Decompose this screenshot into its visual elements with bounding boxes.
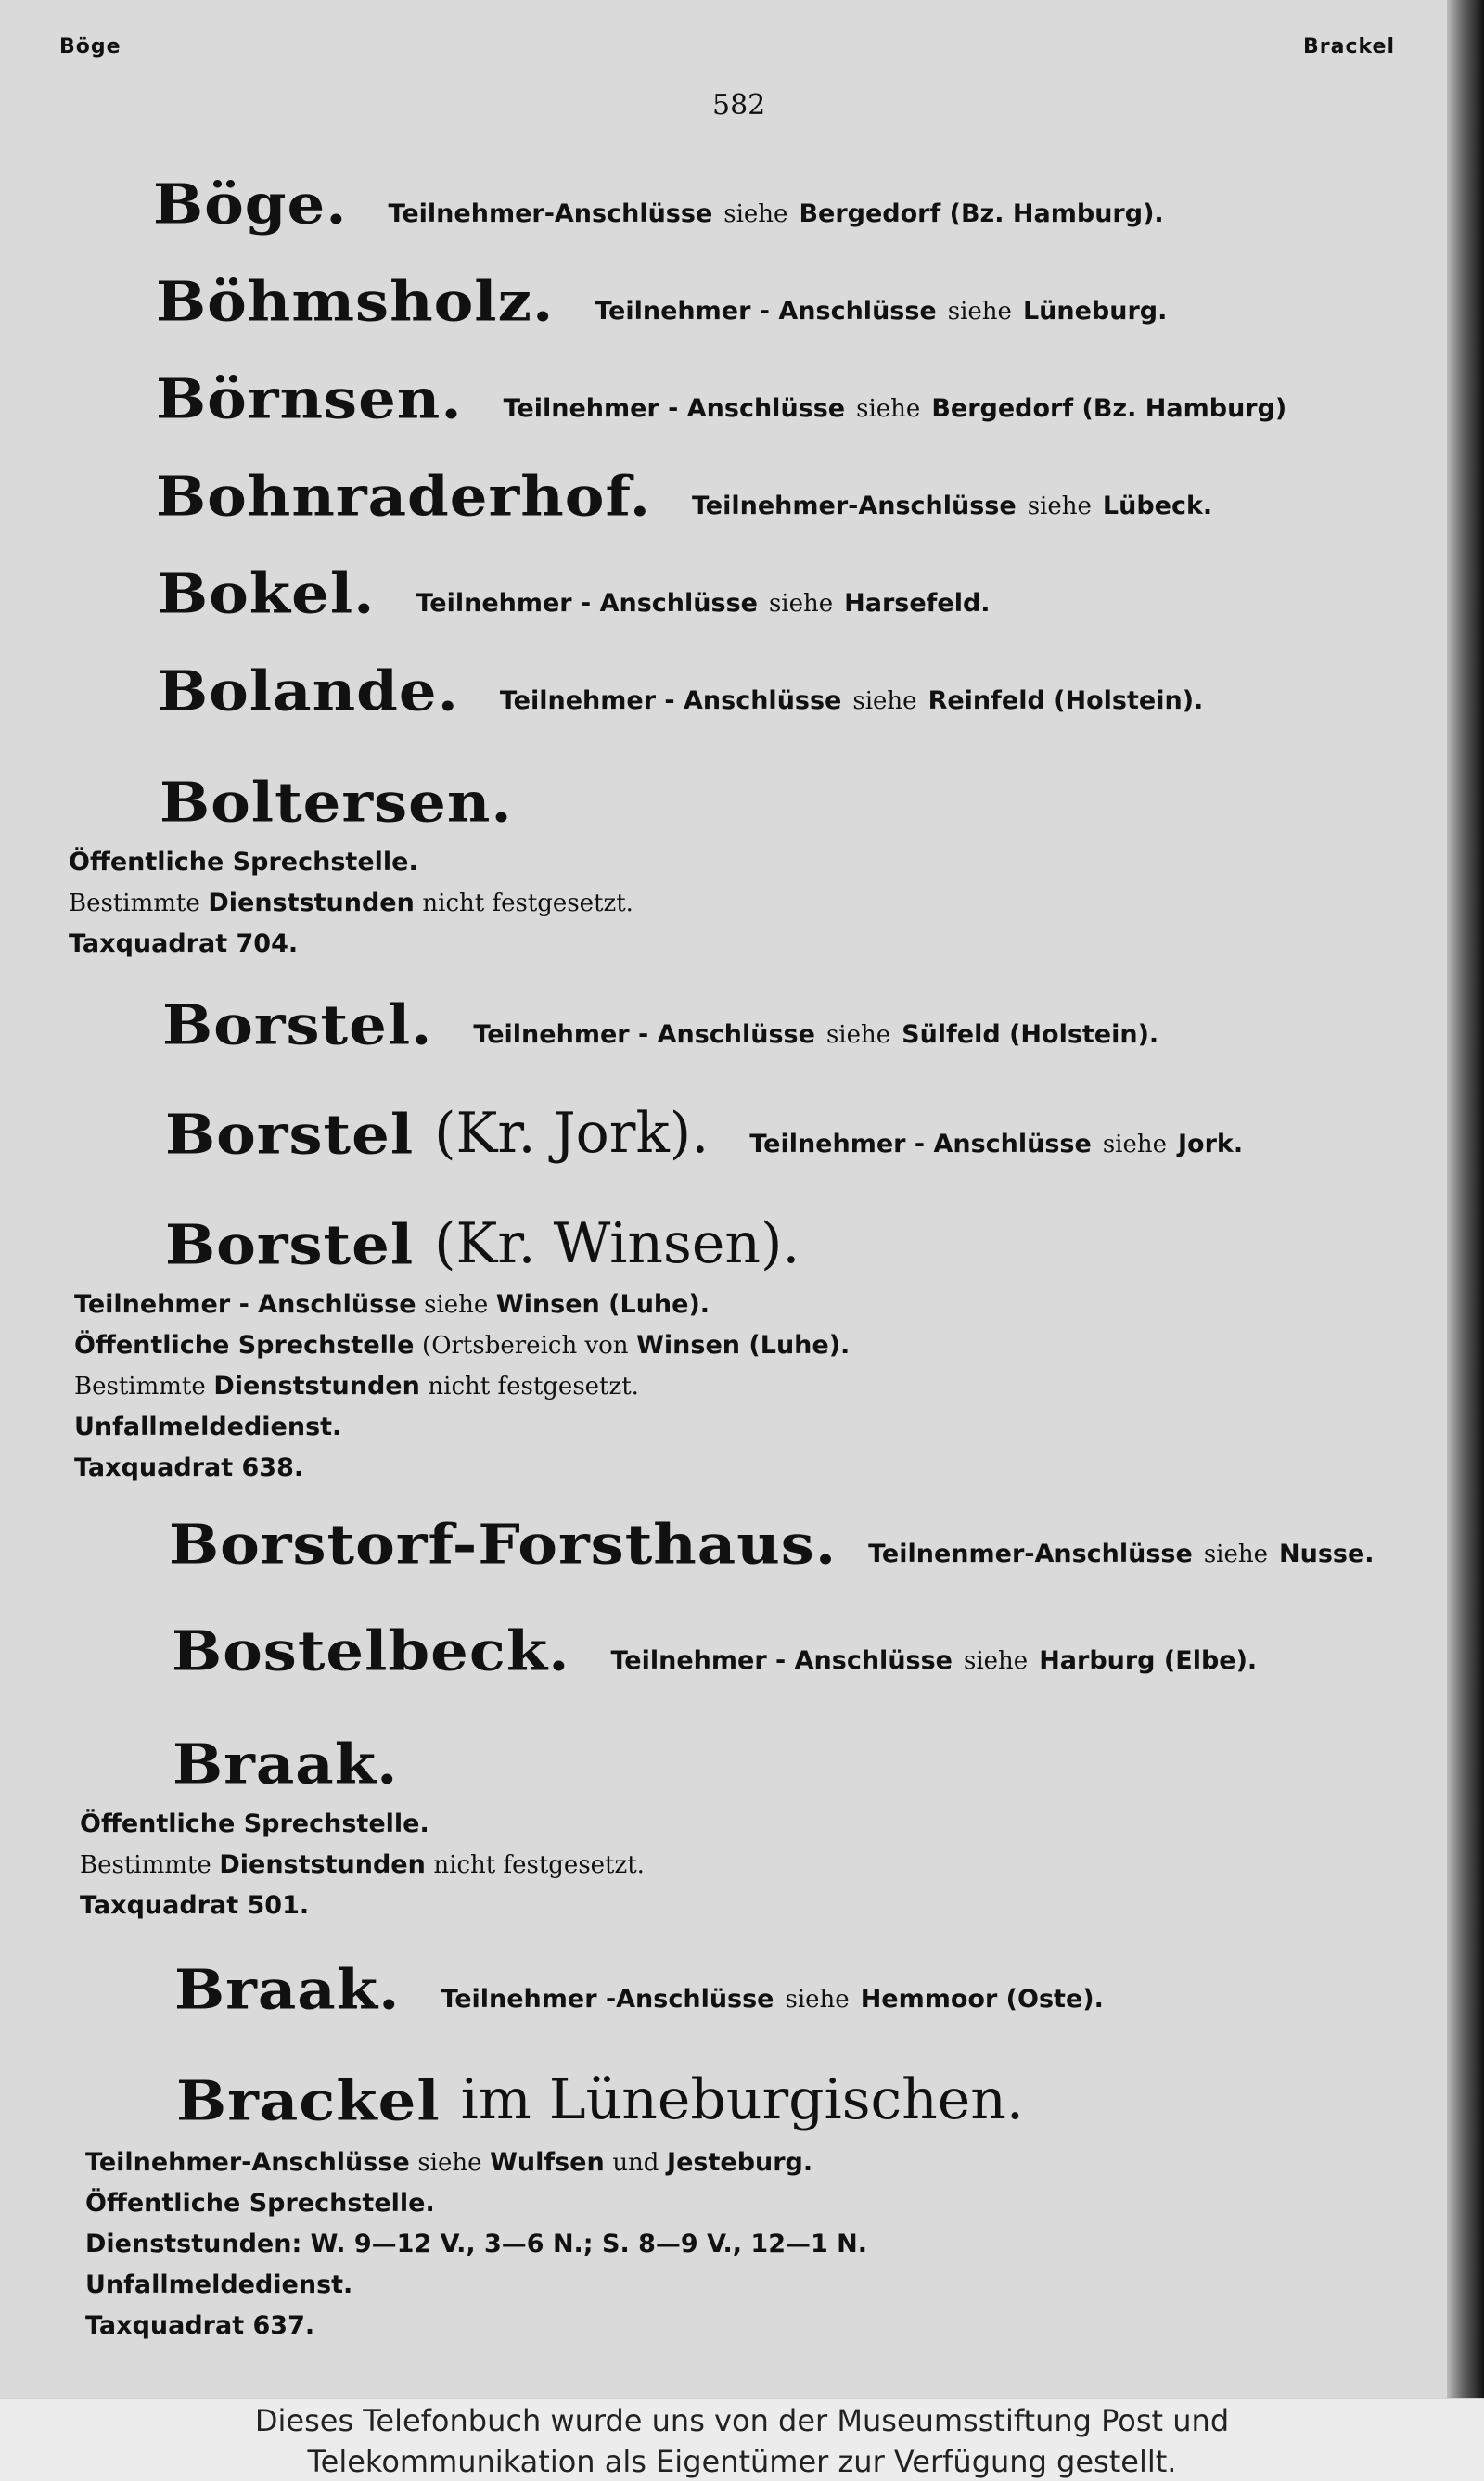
detail-line: Öffentliche Sprechstelle. (69, 848, 418, 876)
entry-bolande (158, 654, 1484, 723)
reference-label: Teilnehmer-Anschlüsse (388, 199, 713, 228)
siehe-word: siehe (785, 1986, 850, 2014)
entry-borstel-jork (165, 1097, 1484, 1167)
place-name: Brackel (176, 2069, 441, 2133)
detail-line: Taxquadrat 501. (80, 1891, 310, 1920)
place-name: Bohnraderhof. (156, 465, 651, 529)
entry-boernsen (156, 362, 1484, 431)
entry-boehmsholz (156, 264, 1484, 334)
place-name: Böhmsholz. (156, 270, 555, 334)
entry-brackel-details (85, 2142, 1484, 2347)
reference-label: Teilnehmer-Anschlüsse (691, 492, 1017, 520)
entry-boltersen-details (69, 842, 1484, 965)
reference-target: Harburg (Elbe). (1039, 1646, 1258, 1675)
place-name: Braak. (173, 1733, 399, 1797)
place-name: Braak. (174, 1958, 401, 2022)
place-name: Borstorf-Forsthaus. (169, 1513, 838, 1577)
footer-line: Dieses Telefonbuch wurde uns von der Museumsstiftung Post und (254, 2403, 1230, 2438)
detail-line: Taxquadrat 638. (74, 1453, 304, 1482)
reference-label: Teilnenmer-Anschlüsse (868, 1540, 1193, 1568)
place-name: Borstel (165, 1103, 415, 1167)
detail-line: Bestimmte Dienststunden nicht festgesetzt. (69, 889, 633, 917)
siehe-word: siehe (1102, 1131, 1168, 1158)
reference-target: Sülfeld (Holstein). (902, 1020, 1159, 1049)
footer-line: Telekommunikation als Eigentümer zur Verfügung gestellt. (307, 2444, 1177, 2479)
place-qualifier: (Kr. Winsen). (434, 1211, 800, 1276)
reference-label: Teilnehmer - Anschlüsse (473, 1020, 815, 1049)
entry-boege (153, 167, 1484, 237)
reference-label: Teilnehmer - Anschlüsse (503, 394, 846, 423)
entry-bohnraderhof (156, 459, 1484, 529)
detail-line: Bestimmte Dienststunden nicht festgesetzt. (74, 1372, 639, 1400)
place-qualifier: im Lüneburgischen. (460, 2067, 1025, 2132)
running-head-left: Böge (59, 35, 122, 58)
detail-line: Teilnehmer-Anschlüsse siehe Wulfsen und Jesteburg. (85, 2148, 813, 2177)
detail-line: Öffentliche Sprechstelle. (80, 1810, 429, 1838)
entry-boltersen (160, 765, 1484, 835)
entry-braak (173, 1727, 1484, 1797)
siehe-word: siehe (825, 1021, 891, 1049)
entry-borstel (162, 988, 1484, 1057)
siehe-word: siehe (1027, 492, 1092, 520)
detail-line: Unfallmeldedienst. (74, 1413, 342, 1441)
reference-label: Teilnehmer - Anschlüsse (610, 1646, 953, 1675)
entry-bostelbeck (172, 1614, 1484, 1683)
place-name: Borstel. (162, 993, 433, 1057)
reference-label: Teilnehmer - Anschlüsse (595, 297, 937, 326)
siehe-word: siehe (723, 200, 788, 228)
reference-label: Teilnehmer -Anschlüsse (441, 1985, 774, 2014)
reference-target: Harsefeld. (844, 589, 991, 618)
place-name: Bolande. (158, 659, 459, 723)
detail-line: Bestimmte Dienststunden nicht festgesetzt. (80, 1850, 645, 1879)
reference-target: Reinfeld (Holstein). (928, 686, 1204, 715)
siehe-word: siehe (964, 1647, 1029, 1675)
siehe-word: siehe (947, 298, 1012, 326)
siehe-word: siehe (768, 590, 834, 618)
detail-line: Teilnehmer - Anschlüsse siehe Winsen (Luhe). (74, 1290, 710, 1319)
reference-target: Nusse. (1279, 1540, 1375, 1568)
reference-target: Hemmoor (Oste). (860, 1985, 1104, 2014)
place-name: Böge. (153, 173, 348, 237)
detail-line: Öffentliche Sprechstelle (Ortsbereich von Winsen (Luhe). (74, 1331, 851, 1360)
running-head-right: Brackel (1303, 35, 1396, 58)
entry-bokel (158, 556, 1484, 626)
entry-braak-details (80, 1804, 1484, 1926)
entry-borstorf-forsthaus (169, 1507, 1484, 1577)
reference-label: Teilnehmer - Anschlüsse (416, 589, 758, 618)
reference-target: Jork. (1178, 1130, 1244, 1158)
place-qualifier: (Kr. Jork). (434, 1101, 710, 1166)
place-name: Bokel. (158, 562, 376, 626)
entry-borstel-winsen-details (74, 1285, 1484, 1489)
reference-label: Teilnehmer - Anschlüsse (749, 1130, 1092, 1158)
entry-braak-reference (174, 1952, 1484, 2022)
detail-line: Dienststunden: W. 9—12 V., 3—6 N.; S. 8—9 V., 12—1 N. (85, 2230, 868, 2258)
place-name: Boltersen. (160, 771, 513, 835)
ownership-footer (0, 2398, 1484, 2481)
reference-target: Lüneburg. (1022, 297, 1168, 326)
detail-line: Taxquadrat 637. (85, 2311, 315, 2340)
page-number: 582 (712, 89, 766, 121)
book-spine-edge (1447, 0, 1484, 2398)
siehe-word: siehe (1203, 1541, 1269, 1568)
entry-brackel (176, 2064, 1484, 2133)
reference-target: Bergedorf (Bz. Hamburg). (799, 199, 1164, 228)
reference-target: Lübeck. (1102, 492, 1213, 520)
reference-target: Bergedorf (Bz. Hamburg) (931, 394, 1287, 423)
detail-line: Unfallmeldedienst. (85, 2270, 353, 2299)
detail-line: Öffentliche Sprechstelle. (85, 2189, 435, 2218)
entry-borstel-winsen (165, 1208, 1484, 1277)
place-name: Bostelbeck. (172, 1619, 570, 1683)
siehe-word: siehe (852, 687, 917, 715)
detail-line: Taxquadrat 704. (69, 929, 299, 958)
place-name: Börnsen. (156, 367, 463, 431)
place-name: Borstel (165, 1213, 415, 1277)
reference-label: Teilnehmer - Anschlüsse (499, 686, 842, 715)
siehe-word: siehe (856, 395, 921, 423)
